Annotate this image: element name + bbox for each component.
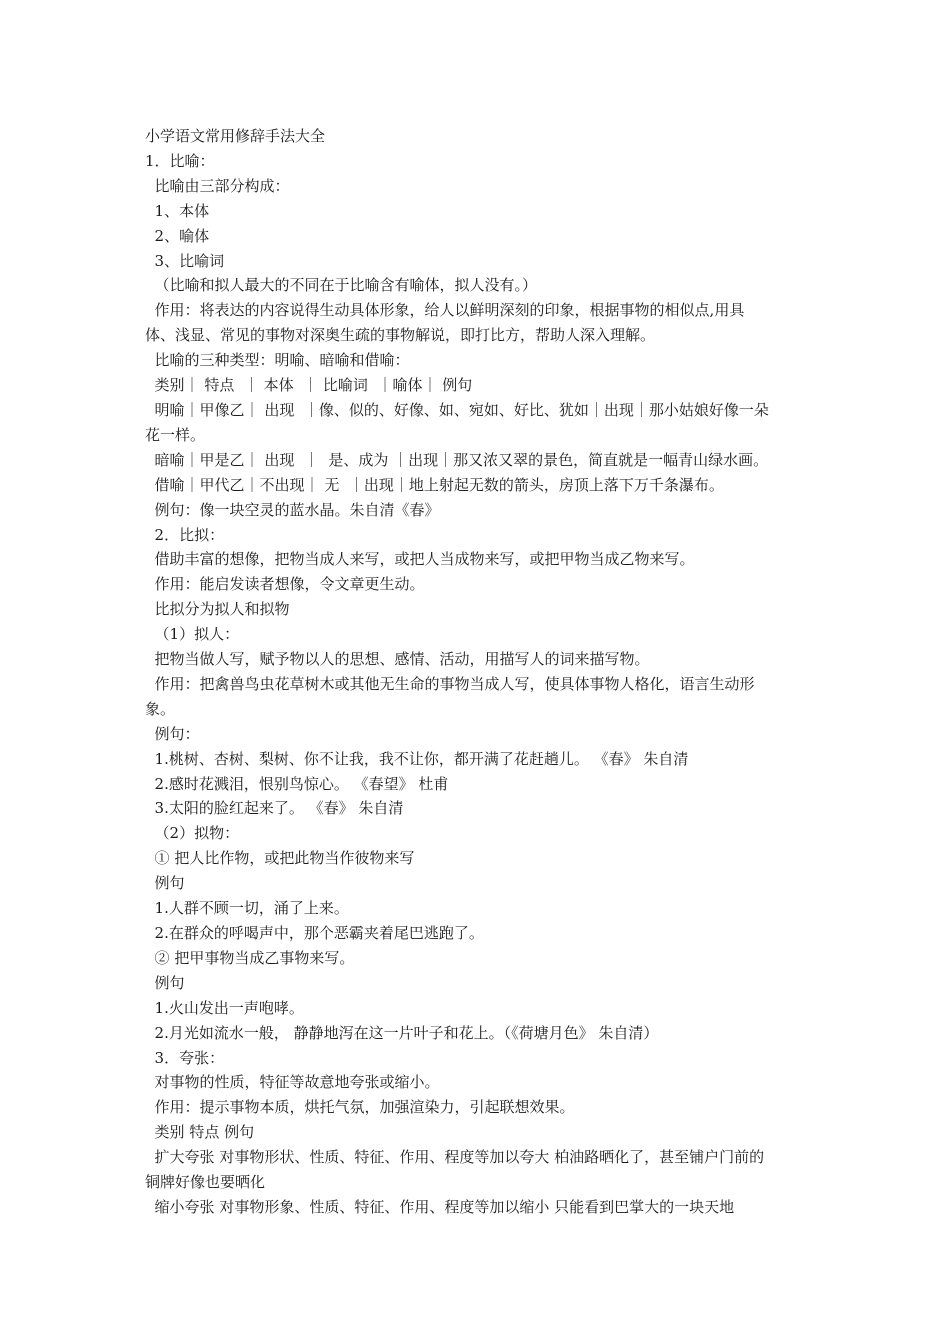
text-line: 例句： bbox=[145, 724, 200, 743]
hyperbole-table-header: 类别 特点 例句 bbox=[145, 1123, 255, 1142]
subsection-heading: （2）拟物： bbox=[145, 824, 240, 843]
example-line: 2.月光如流水一般， 静静地泻在这一片叶子和花上。（《荷塘月色》 朱自清） bbox=[145, 1023, 659, 1042]
section-heading-hyperbole: 3．夸张： bbox=[145, 1048, 225, 1067]
metaphor-table-row: 借喻｜甲代乙｜不出现｜ 无 ｜出现｜地上射起无数的箭头，房顶上落下万千条瀑布。 bbox=[145, 475, 724, 494]
metaphor-table-row: 暗喻｜甲是乙｜ 出现 ｜ 是、成为 ｜出现｜那又浓又翠的景色，简直就是一幅青山绿水画。 bbox=[145, 450, 769, 469]
text-line: 2、喻体 bbox=[145, 226, 210, 245]
text-line: ② 把甲事物当成乙事物来写。 bbox=[145, 948, 355, 967]
text-line: 比拟分为拟人和拟物 bbox=[145, 600, 290, 619]
metaphor-table-row: 明喻｜甲像乙｜ 出现 ｜像、似的、好像、如、宛如、好比、犹如｜出现｜那小姑娘好像一朵 bbox=[145, 400, 769, 419]
section-heading-metaphor: 1．比喻： bbox=[145, 151, 215, 170]
section-heading-personification: 2．比拟： bbox=[145, 525, 225, 544]
text-line: 例句：像一块空灵的蓝水晶。朱自清《春》 bbox=[145, 500, 440, 519]
example-line: 1.桃树、杏树、梨树、你不让我，我不让你，都开满了花赶趟儿。 《春》 朱自清 bbox=[145, 749, 689, 768]
text-line: 作用：提示事物本质，烘托气氛，加强渲染力，引起联想效果。 bbox=[145, 1098, 575, 1117]
metaphor-table-row: 花一样。 bbox=[145, 425, 206, 444]
example-line: 2.在群众的呼喝声中，那个恶霸夹着尾巴逃跑了。 bbox=[145, 924, 484, 942]
text-line: 作用：把禽兽鸟虫花草树木或其他无生命的事物当成人写，使具体事物人格化，语言生动形 bbox=[145, 674, 755, 693]
example-line: 2.感时花溅泪，恨别鸟惊心。 《春望》 杜甫 bbox=[145, 774, 449, 793]
text-line: 作用：能启发读者想像，令文章更生动。 bbox=[145, 575, 425, 594]
text-line: 例句 bbox=[145, 874, 185, 893]
text-line: 比喻由三部分构成： bbox=[145, 176, 290, 195]
text-line: 借助丰富的想像，把物当成人来写，或把人当成物来写，或把甲物当成乙物来写。 bbox=[145, 550, 695, 569]
hyperbole-table-row: 缩小夸张 对事物形象、性质、特征、作用、程度等加以缩小 只能看到巴掌大的一块天地 bbox=[145, 1197, 735, 1216]
document-title: 小学语文常用修辞手法大全 bbox=[145, 127, 326, 145]
hyperbole-table-row: 铜牌好像也要晒化 bbox=[145, 1173, 266, 1192]
text-line: 3、比喻词 bbox=[145, 251, 225, 270]
metaphor-table-header: 类别｜ 特点 ｜ 本体 ｜ 比喻词 ｜喻体｜ 例句 bbox=[145, 376, 473, 395]
hyperbole-table-row: 扩大夸张 对事物形状、性质、特征、作用、程度等加以夸大 柏油路晒化了，甚至铺户门前的 bbox=[145, 1148, 765, 1167]
text-line: 1、本体 bbox=[145, 201, 210, 220]
example-line: 1.火山发出一声咆哮。 bbox=[145, 998, 304, 1017]
document-page bbox=[145, 124, 820, 1220]
text-line: 把物当做人写，赋予物以人的思想、感情、活动，用描写人的词来描写物。 bbox=[145, 650, 650, 669]
text-line: 对事物的性质，特征等故意地夸张或缩小。 bbox=[145, 1073, 440, 1092]
text-line: ① 把人比作物，或把此物当作彼物来写 bbox=[145, 849, 415, 868]
text-line: 例句 bbox=[145, 973, 185, 992]
example-line: 1.人群不顾一切，涌了上来。 bbox=[145, 899, 349, 918]
text-line: 作用：将表达的内容说得生动具体形象，给人以鲜明深刻的印象，根据事物的相似点,用具 bbox=[145, 301, 745, 320]
text-line: （比喻和拟人最大的不同在于比喻含有喻体，拟人没有。） bbox=[145, 276, 538, 295]
text-line: 象。 bbox=[145, 699, 176, 718]
text-line: 体、浅显、常见的事物对深奥生疏的事物解说，即打比方，帮助人深入理解。 bbox=[145, 326, 656, 345]
subsection-heading: （1）拟人： bbox=[145, 625, 240, 644]
example-line: 3.太阳的脸红起来了。 《春》 朱自清 bbox=[145, 799, 404, 818]
text-line: 比喻的三种类型：明喻、暗喻和借喻： bbox=[145, 351, 410, 370]
